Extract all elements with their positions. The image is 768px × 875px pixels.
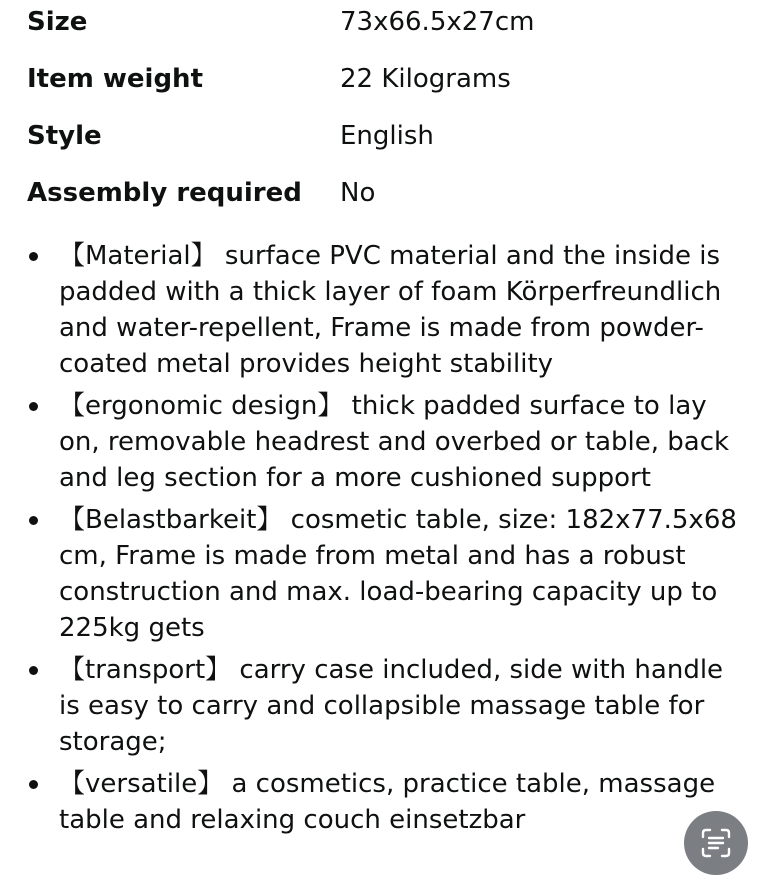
bullet-dot-icon (29, 252, 38, 261)
spec-label: Assembly required (27, 178, 302, 208)
text-scan-button[interactable] (684, 811, 748, 875)
spec-row-style (27, 114, 747, 171)
spec-row-assembly-required (27, 171, 747, 228)
spec-label: Style (27, 121, 102, 151)
spec-value: English (340, 121, 434, 151)
bullet-dot-icon (29, 402, 38, 411)
feature-bullet-transport (0, 652, 768, 760)
bullet-text: 【transport】 carry case included, side with handle is easy to carry and collapsible massage table for storage; (59, 655, 724, 757)
feature-bullet-material (0, 238, 768, 382)
bullet-text: 【Material】 surface PVC material and the inside is padded with a thick layer of foam Körperfreundlich and water-repellent, Frame is made from powder-coated metal provides height stability (59, 241, 722, 379)
bullet-text: 【ergonomic design】 thick padded surface to lay on, removable headrest and overbed or table, back and leg section for a more cushioned support (59, 391, 730, 493)
bullet-dot-icon (29, 780, 38, 789)
bullet-dot-icon (29, 516, 38, 525)
text-scan-icon (699, 826, 733, 860)
spec-value: 73x66.5x27cm (340, 7, 535, 37)
feature-bullet-versatile (0, 766, 768, 838)
spec-row-size (27, 0, 747, 57)
spec-label: Item weight (27, 64, 203, 94)
spec-row-item-weight (27, 57, 747, 114)
feature-bullet-ergonomic-design (0, 388, 768, 496)
spec-value: 22 Kilograms (340, 64, 511, 94)
product-specs-table (27, 0, 747, 228)
bullet-text: 【Belastbarkeit】 cosmetic table, size: 182x77.5x68 cm, Frame is made from metal and has a robust construction and max. load-bearing capacity up to 225kg gets (59, 505, 737, 643)
spec-label: Size (27, 7, 88, 37)
bullet-dot-icon (29, 666, 38, 675)
spec-value: No (340, 178, 376, 208)
feature-bullet-list (0, 238, 768, 844)
bullet-text: 【versatile】 a cosmetics, practice table, massage table and relaxing couch einsetzbar (59, 769, 716, 835)
feature-bullet-belastbarkeit (0, 502, 768, 646)
